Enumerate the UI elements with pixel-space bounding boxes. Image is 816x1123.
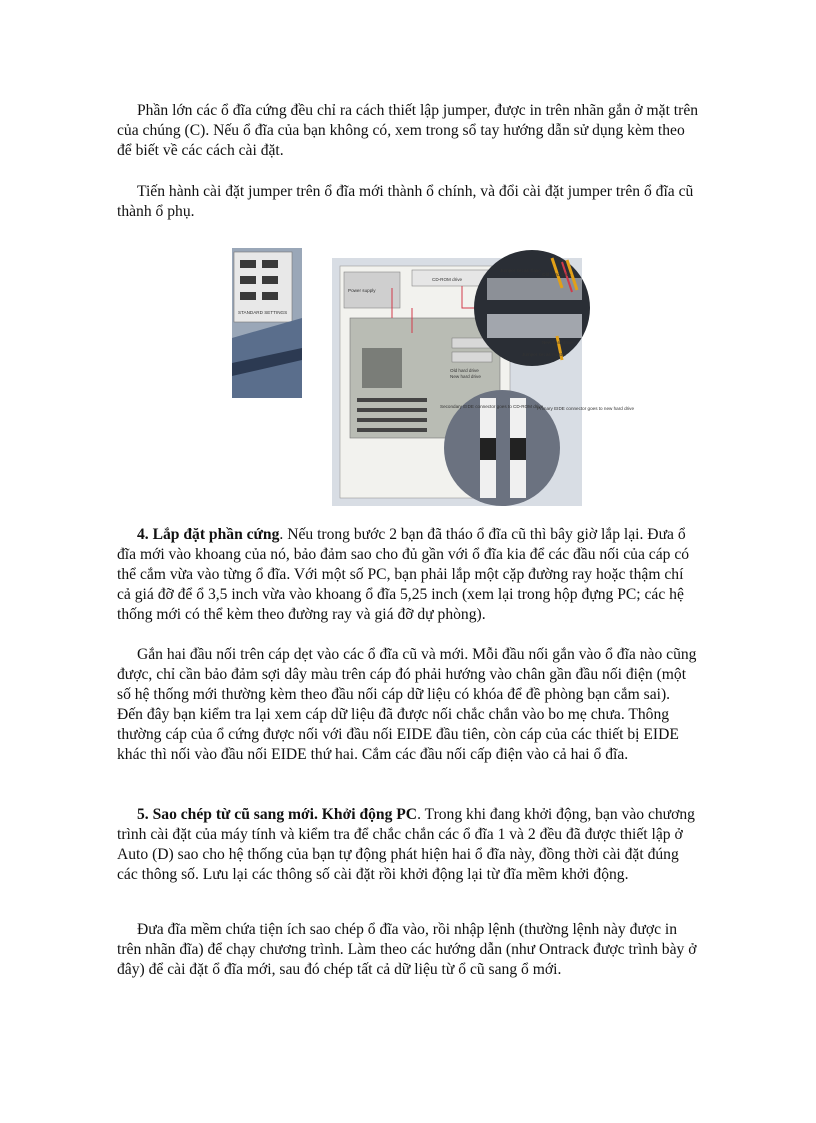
hardware-installation-figure [232,248,635,508]
step-5-heading: 5. Sao chép từ cũ sang mới. Khởi động PC [137,806,418,823]
paragraph-cable-connection: Gắn hai đầu nối trên cáp dẹt vào các ổ đĩa cũ và mới. Mỗi đầu nối gắn vào ổ đĩa nào cũng được, chỉ cần bảo đảm sợi dây màu trên cáp đó phải hướng vào chân gần đầu nối điện (một số hệ thống mới thường kèm theo đầu nối cáp dữ liệu có khóa để đề phòng bạn cắm sai). Đến đây bạn kiểm tra lại xem cáp dữ liệu đã được nối chắc chắn vào bo mẹ chưa. Thông thường cáp của ổ cứng được nối với đầu nối EIDE đầu tiên, còn cáp của các thiết bị EIDE khác thì nối vào đầu nối EIDE thứ hai. Cắm các đầu nối cấp điện vào cả hai ổ đĩa. [117,646,697,763]
paragraph-jumper-label: Phần lớn các ổ đĩa cứng đều chỉ ra cách thiết lập jumper, được in trên nhãn gắn ở mặt trên của chúng (C). Nếu ổ đĩa của bạn không có, xem trong sổ tay hướng dẫn sử dụng kèm theo để biết về các cách cài đặt. [117,102,699,159]
paragraph-copy-utility: Đưa đĩa mềm chứa tiện ích sao chép ổ đĩa vào, rồi nhập lệnh (thường lệnh này được in trên nhãn đĩa) để chạy chương trình. Làm theo các hướng dẫn (như Ontrack được trình bày ở đây) để cài đặt ổ đĩa mới, sau đó chép tất cả dữ liệu từ ổ cũ sang ổ mới. [117,921,697,978]
primary-connector [510,438,526,460]
new-drive-zoom [487,314,582,338]
secondary-eide-label: Secondary EIDE connector goes to CD-ROM drive [440,404,544,409]
power-supply-label: Power supply [348,288,376,293]
paragraph-step-5 [117,805,699,885]
bay-new-drive-label: New hard drive [450,374,481,379]
step-4-heading: 4. Lắp đặt phần cứng [137,526,280,543]
step-5-body: . Trong khi đang khởi động, bạn vào chương trình cài đặt của máy tính và kiểm tra để chắc chắn các ổ đĩa 1 và 2 đều đã được thiết lập ở Auto (D) sao cho hệ thống của bạn tự động phát hiện hai ổ đĩa này, đồng thời cài đặt đúng các thông số. Lưu lại các thông số cài đặt rồi khởi động lại từ đĩa mềm khởi động. [117,806,695,883]
pc-internal-illustration [232,248,635,508]
paragraph-jumper-setup: Tiến hành cài đặt jumper trên ổ đĩa mới thành ổ chính, và đổi cài đặt jumper trên ổ đĩa cũ thành ổ phụ. [117,183,694,220]
cd-rom-label: CD-ROM drive [432,277,463,282]
old-drive-zoom-label: Old hard drive [542,272,571,277]
new-drive-zoom-label: New hard drive [542,340,573,345]
secondary-connector [480,438,496,460]
step-4-body: . Nếu trong bước 2 bạn đã tháo ổ đĩa cũ thì bây giờ lắp lại. Đưa ổ đĩa mới vào khoang của nó, bảo đảm sao cho đủ gần với ổ đĩa kia để các đầu nối của cáp có thể cắm vừa vào từng ổ đĩa. Với một số PC, bạn phải lắp một cặp đường ray hoặc thậm chí cả giá đỡ để ổ 3,5 inch vừa vào khoang ổ đĩa 5,25 inch (xem lại trong hộp đựng PC; các hệ thống mới có thể kèm theo đường ray và giá đỡ dự phòng). [117,526,690,623]
primary-eide-label: Primary EIDE connector goes to new hard drive [537,406,635,411]
bay-old-drive-label: Old hard drive [450,368,479,373]
drive-bay-new [452,352,492,362]
jumper-master-label: Jumper set as master [522,352,567,357]
jumper-slave-label: Jumper set as slave [500,268,541,273]
jumper-label-text: STANDARD SETTINGS [238,310,288,315]
cpu [362,348,402,388]
paragraph-step-4 [117,525,699,625]
